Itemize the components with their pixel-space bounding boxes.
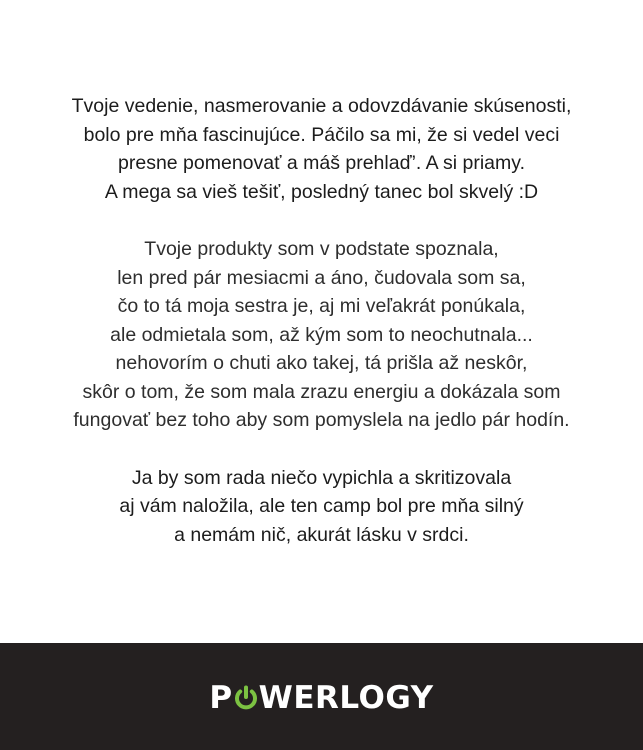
text-line: ale odmietala som, až kým som to neochutnala...	[110, 323, 533, 346]
paragraph-3	[0, 464, 643, 550]
text-line: čo to tá moja sestra je, aj mi veľakrát ponúkala,	[117, 295, 526, 317]
text-line: nehovorím o chuti ako takej, tá prišla až neskôr,	[115, 352, 528, 374]
power-icon	[234, 685, 258, 711]
testimonial-text	[0, 92, 643, 578]
text-line: presne pomenovať a máš prehlaď’. A si priamy.	[118, 152, 525, 174]
footer-bar	[0, 643, 643, 750]
powerlogy-logo	[0, 679, 643, 717]
text-line: Ja by som rada niečo vypichla a skritizovala	[131, 466, 512, 489]
text-line: a nemám nič, akurát lásku v srdci.	[174, 523, 469, 546]
text-line: Tvoje vedenie, nasmerovanie a odovzdávanie skúsenosti,	[71, 95, 572, 117]
text-line: A mega sa vieš tešiť, posledný tanec bol skvelý :D	[104, 180, 539, 203]
text-line: aj vám naložila, ale ten camp bol pre mňa silný	[119, 495, 524, 517]
text-line: fungovať bez toho aby som pomyslela na jedlo pár hodín.	[73, 409, 570, 431]
text-line: skôr o tom, že som mala zrazu energiu a dokázala som	[82, 380, 561, 403]
paragraph-1	[0, 92, 643, 206]
text-line: len pred pár mesiacmi a áno, čudovala som sa,	[117, 266, 526, 289]
logo-prefix: P	[209, 680, 233, 716]
paragraph-2	[0, 235, 643, 435]
logo-suffix: WERLOGY	[258, 680, 434, 716]
text-line: bolo pre mňa fascinujúce. Páčilo sa mi, že si vedel veci	[83, 123, 560, 146]
text-line: Tvoje produkty som v podstate spoznala,	[144, 238, 499, 260]
